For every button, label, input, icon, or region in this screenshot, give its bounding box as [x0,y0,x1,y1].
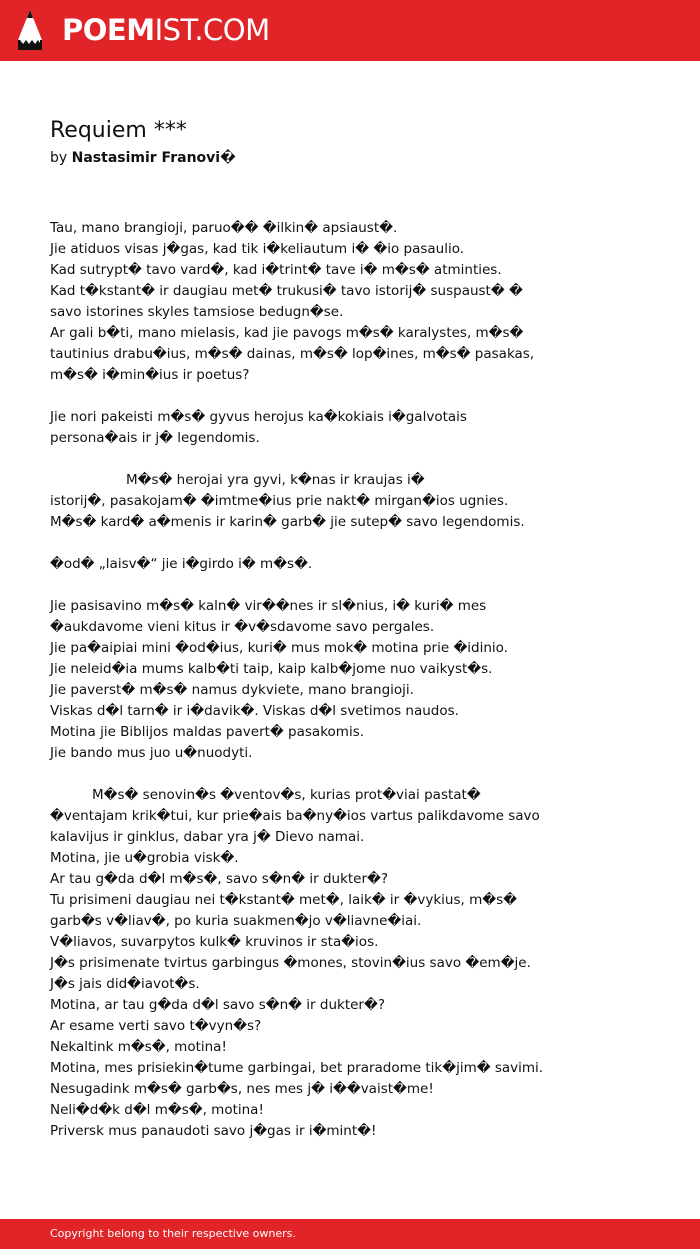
poem-line: Tau, mano brangioji, paruo�� �ilkin� apsiaust�. [50,220,398,236]
poem-line: V�liavos, suvarpytos kulk� kruvinos ir sta�ios. [50,934,379,950]
site-header [0,0,700,61]
poem-line: Nesugadink m�s� garb�s, nes mes j� i��vaist�me! [50,1081,434,1097]
poem-line: Neli�d�k d�l m�s�, motina! [50,1102,264,1118]
poem-body [50,218,670,1142]
site-footer [0,1219,700,1249]
poem-line: persona�ais ir j� legendomis. [50,430,260,446]
poem-line: J�s jais did�iavot�s. [50,976,200,992]
stanza [50,806,670,1142]
stanza-gap [50,449,670,470]
poem-line: Ar esame verti savo t�vyn�s? [50,1018,262,1034]
poem-line: Jie pa�aipiai mini �od�ius, kuri� mus mok� motina prie �idinio. [50,640,508,656]
copyright-notice: Copyright belong to their respective owners. [50,1227,296,1240]
stanza [50,218,670,386]
stanza-gap [50,764,670,785]
poem-line: �aukdavome vieni kitus ir �v�sdavome savo pergales. [50,619,435,635]
poem-line: Jie paverst� m�s� namus dykviete, mano brangioji. [50,682,414,698]
poem-line: Motina, mes prisiekin�tume garbingai, bet praradome tik�jim� savimi. [50,1060,544,1076]
poem-line: Motina, ar tau g�da d�l savo s�n� ir dukter�? [50,997,385,1013]
poem-line: Jie neleid�ia mums kalb�ti taip, kaip kalb�jome nuo vaikyst�s. [50,661,493,677]
poem-line: M�s� kard� a�menis ir karin� garb� jie sutep� savo legendomis. [50,514,525,530]
poem-line: savo istorines skyles tamsiose bedugn�se. [50,304,344,320]
poem-line: Priversk mus panaudoti savo j�gas ir i�mint�! [50,1123,377,1139]
pencil-icon[interactable] [18,10,42,50]
author-name[interactable]: Nastasimir Franovi� [71,150,236,166]
logo-light-text: IST.COM [154,13,270,47]
poem-line: �ventajam krik�tui, kur prie�ais ba�ny�ios vartus palikdavome savo [50,808,540,824]
poem-line: �od� „laisv�“ jie i�girdo i� m�s�. [50,556,313,572]
poem-line: tautinius drabu�ius, m�s� dainas, m�s� lop�ines, m�s� pasakas, [50,346,535,362]
byline-label: by [50,150,68,166]
poem-line: Viskas d�l tarn� ir i�davik�. Viskas d�l svetimos naudos. [50,703,459,719]
site-logo[interactable] [62,12,270,48]
poem-line: Nekaltink m�s�, motina! [50,1039,227,1055]
poem-line: Motina, jie u�grobia visk�. [50,850,239,866]
stanza-gap [50,386,670,407]
poem-line: M�s� herojai yra gyvi, k�nas ir kraujas i� [126,472,425,488]
poem-line: Jie bando mus juo u�nuodyti. [50,745,253,761]
poem-line: Kad sutrypt� tavo vard�, kad i�trint� tave i� m�s� atminties. [50,262,502,278]
poem-line: Tu prisimeni daugiau nei t�kstant� met�, laik� ir �vykius, m�s� [50,892,517,908]
poem-line: Ar gali b�ti, mano mielasis, kad jie pavogs m�s� karalystes, m�s� [50,325,524,341]
poem-line: Jie nori pakeisti m�s� gyvus herojus ka�kokiais i�galvotais [50,409,467,425]
poem-title: Requiem *** [50,118,187,143]
poem-line: Jie atiduos visas j�gas, kad tik i�keliautum i� �io pasaulio. [50,241,465,257]
poem-line: Motina jie Biblijos maldas pavert� pasakomis. [50,724,365,740]
poem-line: J�s prisimenate tvirtus garbingus �mones, stovin�ius savo �em�je. [50,955,531,971]
logo-bold-text: POEM [62,13,155,47]
poem-byline [50,148,236,168]
poem-line: Ar tau g�da d�l m�s�, savo s�n� ir dukter�? [50,871,389,887]
stanza [50,554,670,575]
poem-line: kalavijus ir ginklus, dabar yra j� Dievo namai. [50,829,365,845]
stanza-gap [50,575,670,596]
poem-line: istorij�, pasakojam� �imtme�ius prie nakt� mirgan�ios ugnies. [50,493,509,509]
stanza [50,596,670,764]
stanza [50,407,670,449]
poem-line: Jie pasisavino m�s� kaln� vir��nes ir sl�nius, i� kuri� mes [50,598,487,614]
poem-line: Kad t�kstant� ir daugiau met� trukusi� tavo istorij� suspaust� � [50,283,523,299]
poem-line: M�s� senovin�s �ventov�s, kurias prot�viai pastat� [92,787,481,803]
stanza-gap [50,533,670,554]
poem-line: m�s� i�min�ius ir poetus? [50,367,250,383]
poem-line: garb�s v�liav�, po kuria suakmen�jo v�liavne�iai. [50,913,422,929]
stanza [50,491,670,533]
